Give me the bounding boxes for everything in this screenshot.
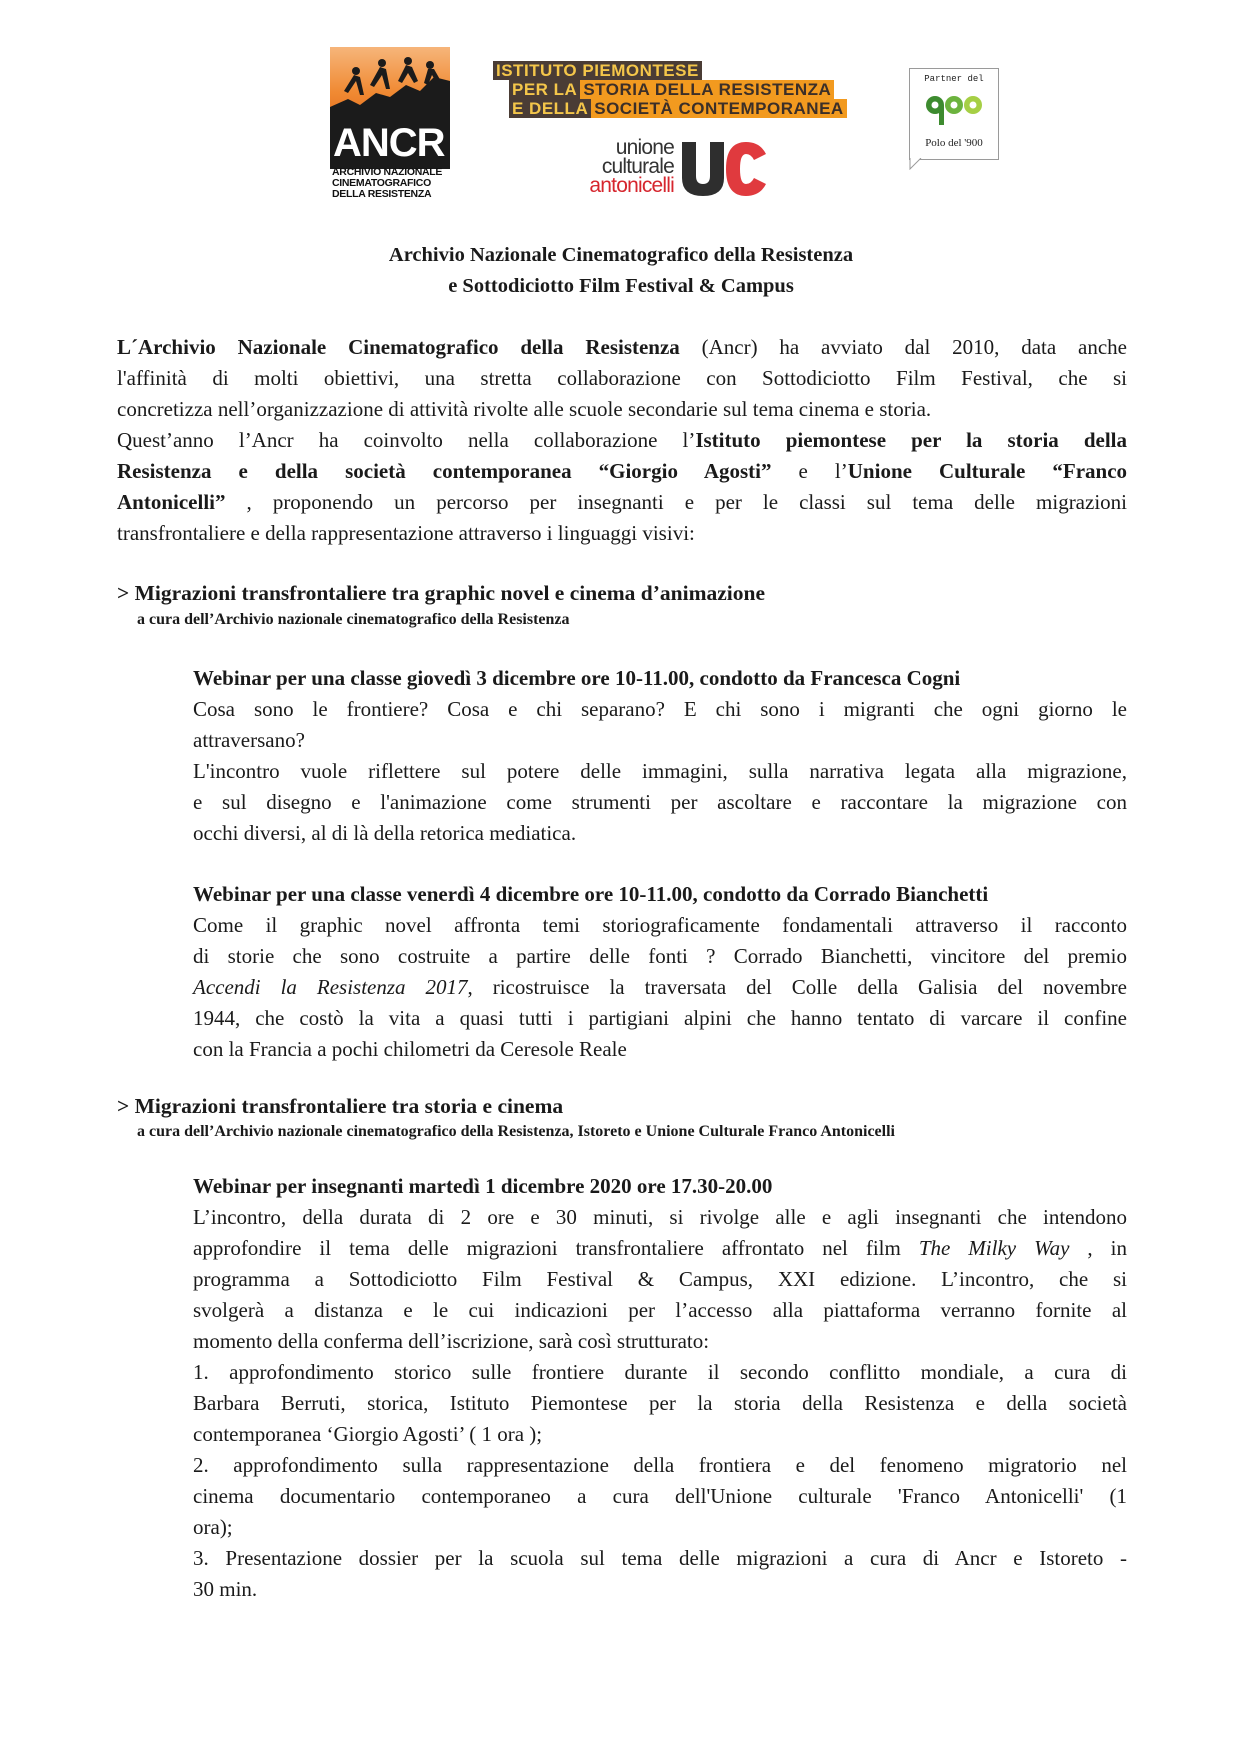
webinar-3-heading: Webinar per insegnanti martedì 1 dicembre 2020 ore 17.30-20.00 [193,1174,773,1198]
ancr-logo-artwork [330,47,450,129]
intro-line [117,487,1127,518]
uc-word-unione: unione [615,136,674,159]
uc-word-culturale: culturale [601,155,674,178]
intro-text: (Ancr) ha avviato dal 2010, data anche [679,335,1127,359]
webinar-3-line: 1. approfondimento storico sulle frontiere durante il secondo conflitto mondiale, a cura di [193,1360,1127,1384]
intro-text: Quest’anno l’Ancr ha coinvolto nella collaborazione l’ [117,428,696,452]
istoreto-line-1-text: ISTITUTO PIEMONTESE [493,61,702,80]
webinar-2-line: di storie che sono costruite a partire delle fonti ? Corrado Bianchetti, vincitore del premio [193,944,1127,968]
polo-speech-tail-icon [909,158,929,170]
polo-partner-label: Partner del [924,74,984,84]
istoreto-line-2b-text: STORIA DELLA RESISTENZA [580,80,834,99]
intro-text: e l’ [771,459,848,483]
polo-logo-box [909,68,999,160]
ancr-subtitle-line: CINEMATOGRAFICO [332,177,431,189]
webinar-2-line: con la Francia a pochi chilometri da Ceresole Reale [193,1037,627,1061]
istoreto-line-3b-text: SOCIETÀ CONTEMPORANEA [591,99,846,118]
webinar-3-line: ora); [193,1515,233,1539]
ancr-logo-name: ANCR [333,121,445,165]
unione-culturale-logo [586,138,776,200]
document-title-line-2: e Sottodiciotto Film Festival & Campus [448,275,794,297]
intro-ancr-name: L´Archivio Nazionale Cinematografico della Resistenza [117,335,680,359]
intro-paragraph [117,332,1127,549]
webinar-3-line: cinema documentario contemporaneo a cura dell'Unione culturale 'Franco Antonicelli' (1 [193,1484,1127,1508]
webinar-3-text: approfondire il tema delle migrazioni transfrontaliere affrontato nel film [193,1236,919,1260]
webinar-2-heading: Webinar per una classe venerdì 4 dicembre ore 10-11.00, condotto da Corrado Bianchetti [193,882,989,906]
istoreto-line-2a-text: PER LA [509,80,580,99]
webinar-3-line: Barbara Berruti, storica, Istituto Piemontese per la storia della Resistenza e della società [193,1391,1127,1415]
intro-line: concretizza nell’organizzazione di attività rivolte alle scuole secondarie sul tema cinema e storia. [117,397,932,421]
webinar-2-line: Come il graphic novel affronta temi storiograficamente fondamentali attraverso il racconto [193,913,1127,937]
istoreto-line-3a-text: E DELLA [509,99,591,118]
intro-line [117,425,1127,456]
istoreto-line-3 [509,99,847,118]
webinar-3-text: , in [1069,1236,1127,1260]
intro-uc-name: Antonicelli” [117,490,226,514]
webinar-3-line: momento della conferma dell’iscrizione, sarà così strutturato: [193,1329,710,1353]
istoreto-logo [493,61,865,121]
webinar-3-line: L’incontro, della durata di 2 ore e 30 minuti, si rivolge alle e agli insegnanti che intendono [193,1205,1127,1229]
intro-uc-name: Unione Culturale “Franco [847,459,1128,483]
section-1-heading: > Migrazioni transfrontaliere tra graphic novel e cinema d’animazione [117,581,765,605]
document-title-line-1: Archivio Nazionale Cinematografico della Resistenza [388,244,854,266]
intro-line: l'affinità di molti obiettivi, una stretta collaborazione con Sottodiciotto Film Festival, che si [117,366,1127,390]
intro-line: transfrontaliere e della rappresentazione attraverso i linguaggi visivi: [117,521,695,545]
webinar-1-description [193,694,1127,849]
ancr-logo [330,47,450,200]
intro-istoreto-name: Istituto piemontese per la storia della [695,428,1128,452]
uc-wordmark [586,138,674,195]
webinar-1-line: occhi diversi, al di là della retorica mediatica. [193,821,577,845]
webinar-1-line: attraversano? [193,728,305,752]
polo-del-900-logo [909,68,999,170]
intro-line [117,332,1127,363]
webinar-1-line: e sul disegno e l'animazione come strumenti per ascoltare e raccontare la migrazione con [193,790,1127,814]
webinar-3-line: svolgerà a distanza e le cui indicazioni per l’accesso alla piattaforma verranno fornite al [193,1298,1127,1322]
intro-text: , proponendo un percorso per insegnanti e per le classi sul tema delle migrazioni [225,490,1127,514]
webinar-1-line: Cosa sono le frontiere? Cosa e chi separano? E chi sono i migranti che ogni giorno le [193,697,1127,721]
webinar-3-description [193,1202,1127,1605]
uc-mark-icon [682,140,768,198]
film-title: The Milky Way [918,1236,1070,1260]
istoreto-line-2 [509,80,834,99]
intro-line [117,456,1127,487]
webinar-2-description [193,910,1127,1065]
webinar-1-heading: Webinar per una classe giovedì 3 dicembre ore 10-11.00, condotto da Francesca Cogni [193,666,961,690]
istoreto-line-1 [493,61,702,80]
webinar-3-line: 2. approfondimento sulla rappresentazione della frontiera e del fenomeno migratorio nel [193,1453,1127,1477]
section-1-subheading: a cura dell’Archivio nazionale cinematografico della Resistenza [137,611,570,628]
section-2-subheading: a cura dell’Archivio nazionale cinematografico della Resistenza, Istoreto e Unione Culturale Franco Antonicelli [137,1123,895,1140]
webinar-2-line [193,972,1127,1003]
ancr-subtitle-line: ARCHIVIO NAZIONALE [332,166,443,178]
webinar-3-line: contemporanea ‘Giorgio Agosti’ ( 1 ora ); [193,1422,543,1446]
section-2-heading: > Migrazioni transfrontaliere tra storia e cinema [117,1094,564,1118]
polo-name-label: Polo del '900 [925,137,983,149]
webinar-3-line: 30 min. [193,1577,258,1601]
uc-word-antonicelli: antonicelli [589,174,674,197]
webinar-3-line [193,1233,1127,1264]
prize-name: Accendi la Resistenza 2017 [193,975,468,999]
ancr-subtitle-line: DELLA RESISTENZA [332,188,432,200]
webinar-1-line: L'incontro vuole riflettere sul potere delle immagini, sulla narrativa legata alla migrazione, [193,759,1127,783]
ancr-figures-icon [330,47,450,129]
intro-istoreto-name: Resistenza e della società contemporanea “Giorgio Agosti” [117,459,772,483]
ancr-logo-subtitle [332,167,450,200]
webinar-3-line: programma a Sottodiciotto Film Festival & Campus, XXI edizione. L’incontro, che si [193,1267,1127,1291]
webinar-3-line: 3. Presentazione dossier per la scuola sul tema delle migrazioni a cura di Ancr e Istoreto - [193,1546,1127,1570]
polo-900-mark-icon [925,91,983,133]
webinar-2-line: 1944, che costò la vita a quasi tutti i partigiani alpini che hanno tentato di varcare il confine [193,1006,1127,1030]
webinar-2-text: , ricostruisce la traversata del Colle della Galisia del novembre [467,975,1127,999]
